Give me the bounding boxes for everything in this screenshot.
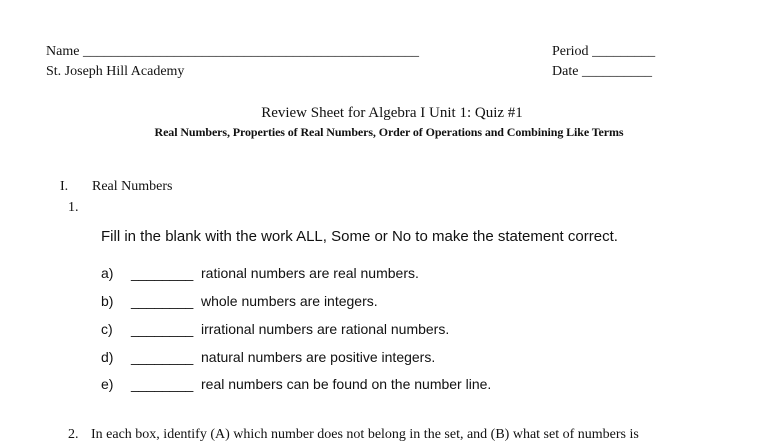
item-statement: natural numbers are positive integers. bbox=[201, 349, 436, 365]
item-statement: whole numbers are integers. bbox=[201, 293, 378, 309]
item-statement: rational numbers are real numbers. bbox=[201, 265, 419, 281]
date-field bbox=[552, 64, 652, 80]
item-label: e) bbox=[101, 376, 114, 392]
page-subtitle: Real Numbers, Properties of Real Numbers, Order of Operations and Combining Like Terms bbox=[154, 125, 624, 139]
item-label: b) bbox=[101, 293, 114, 309]
answer-blank: ________ bbox=[131, 321, 194, 337]
period-label: Period bbox=[552, 44, 589, 59]
period-field bbox=[552, 44, 655, 60]
section-numeral: I. bbox=[60, 179, 69, 194]
school-name: St. Joseph Hill Academy bbox=[46, 64, 185, 79]
list-item bbox=[101, 376, 561, 396]
name-field bbox=[46, 44, 419, 60]
item-label: d) bbox=[101, 349, 114, 365]
answer-blank: ________ bbox=[131, 265, 194, 281]
name-label: Name bbox=[46, 44, 80, 59]
item-statement: real numbers can be found on the number line. bbox=[201, 376, 492, 392]
item-label: c) bbox=[101, 321, 113, 337]
question-1-instruction: Fill in the blank with the work ALL, Some or No to make the statement correct. bbox=[101, 228, 618, 245]
question-2-text: In each box, identify (A) which number does not belong in the set, and (B) what set of numbers is bbox=[91, 427, 639, 442]
question-1-number: 1. bbox=[68, 200, 79, 215]
name-line: ________________________________________________ bbox=[82, 44, 419, 59]
item-statement: irrational numbers are rational numbers. bbox=[201, 321, 450, 337]
answer-blank: ________ bbox=[131, 349, 194, 365]
date-line: __________ bbox=[581, 64, 652, 79]
list-item bbox=[101, 293, 561, 313]
period-line: _________ bbox=[592, 44, 656, 59]
list-item bbox=[101, 321, 561, 341]
item-label: a) bbox=[101, 265, 114, 281]
date-label: Date bbox=[552, 64, 579, 79]
page-title: Review Sheet for Algebra I Unit 1: Quiz #1 bbox=[261, 105, 523, 121]
section-heading: Real Numbers bbox=[92, 179, 173, 194]
answer-blank: ________ bbox=[131, 293, 194, 309]
question-2-number: 2. bbox=[68, 427, 79, 442]
list-item bbox=[101, 349, 561, 369]
answer-blank: ________ bbox=[131, 376, 194, 392]
list-item bbox=[101, 265, 561, 285]
